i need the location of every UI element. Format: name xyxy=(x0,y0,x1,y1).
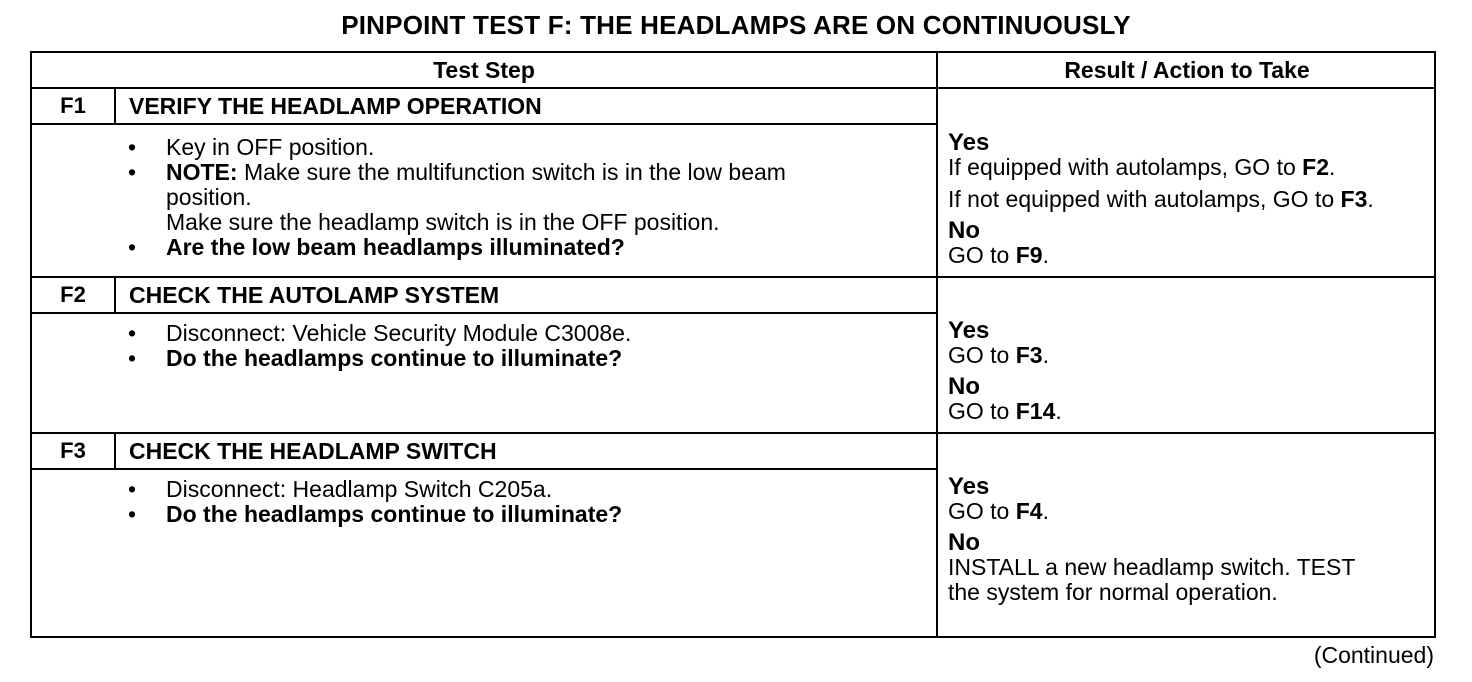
result-yes-label: Yes xyxy=(948,473,990,500)
step-line xyxy=(122,185,922,210)
step-title: CHECK THE HEADLAMP SWITCH xyxy=(129,438,497,464)
step-header-f2 xyxy=(32,278,936,314)
spacer xyxy=(948,368,1433,375)
step-title: VERIFY THE HEADLAMP OPERATION xyxy=(129,93,542,119)
step-header-f3 xyxy=(32,434,936,470)
step-line xyxy=(122,346,922,371)
step-id: F1 xyxy=(32,89,116,123)
result-no-label: No xyxy=(948,529,980,556)
step-text: Key in OFF position. xyxy=(166,134,375,160)
step-body-f3 xyxy=(122,477,922,527)
bullet: • xyxy=(128,234,137,260)
step-text: Make sure the headlamp switch is in the OFF position. xyxy=(166,209,720,235)
result-action-line xyxy=(948,399,1433,424)
page-title: PINPOINT TEST F: THE HEADLAMPS ARE ON CONTINUOUSLY xyxy=(341,10,1131,40)
step-emphasis: Do the headlamps continue to illuminate? xyxy=(166,345,623,371)
bullet: • xyxy=(128,501,137,527)
result-action-line xyxy=(948,580,1433,605)
punctuation: . xyxy=(1329,154,1336,180)
step-text: Disconnect: Headlamp Switch C205a. xyxy=(166,476,553,502)
step-line xyxy=(122,210,922,235)
punctuation: . xyxy=(1042,342,1049,368)
step-header-f1 xyxy=(32,89,936,125)
step-line xyxy=(122,160,922,185)
step-reference: F4 xyxy=(1015,498,1043,524)
result-f1 xyxy=(948,131,1433,268)
action-text: GO to xyxy=(948,242,1016,268)
step-emphasis: NOTE: xyxy=(166,159,238,185)
action-text: If equipped with autolamps, GO to xyxy=(948,154,1303,180)
result-no-label: No xyxy=(948,217,980,244)
step-line xyxy=(122,235,922,260)
header-result-action: Result / Action to Take xyxy=(936,53,1436,89)
step-emphasis: Do the headlamps continue to illuminate? xyxy=(166,501,623,527)
step-emphasis: Are the low beam headlamps illuminated? xyxy=(166,234,625,260)
result-yes-label: Yes xyxy=(948,317,990,344)
spacer xyxy=(948,212,1433,219)
result-action-line xyxy=(948,555,1433,580)
step-line xyxy=(122,477,922,502)
step-id: F3 xyxy=(32,434,116,468)
step-reference: F3 xyxy=(1340,186,1368,212)
pinpoint-test-table xyxy=(30,51,1436,638)
action-text: INSTALL a new headlamp switch. TEST xyxy=(948,554,1356,580)
step-title: CHECK THE AUTOLAMP SYSTEM xyxy=(129,282,500,308)
result-f2 xyxy=(948,319,1433,424)
bullet: • xyxy=(128,320,137,346)
step-body-f1 xyxy=(122,135,922,260)
bullet: • xyxy=(128,134,137,160)
punctuation: . xyxy=(1042,498,1049,524)
step-reference: F9 xyxy=(1015,242,1043,268)
result-action-line xyxy=(948,499,1433,524)
step-reference: F3 xyxy=(1015,342,1043,368)
step-line xyxy=(122,135,922,160)
column-divider xyxy=(936,53,938,636)
result-action-line xyxy=(948,243,1433,268)
step-reference: F14 xyxy=(1015,398,1056,424)
bullet: • xyxy=(128,345,137,371)
step-line xyxy=(122,502,922,527)
action-text: If not equipped with autolamps, GO to xyxy=(948,186,1341,212)
result-action-line xyxy=(948,155,1433,180)
punctuation: . xyxy=(1055,398,1062,424)
continued-note: (Continued) xyxy=(1313,642,1434,668)
result-action-line xyxy=(948,343,1433,368)
result-f3 xyxy=(948,475,1433,605)
result-yes-label: Yes xyxy=(948,129,990,156)
punctuation: . xyxy=(1367,186,1374,212)
action-text: GO to xyxy=(948,498,1016,524)
action-text: GO to xyxy=(948,342,1016,368)
step-text: Make sure the multifunction switch is in the low beam xyxy=(237,159,786,185)
action-text: the system for normal operation. xyxy=(948,579,1278,605)
step-reference: F2 xyxy=(1302,154,1329,180)
header-test-step: Test Step xyxy=(32,53,936,89)
result-action-line xyxy=(948,187,1433,212)
step-body-f2 xyxy=(122,321,922,371)
step-id: F2 xyxy=(32,278,116,312)
bullet: • xyxy=(128,476,137,502)
result-no-label: No xyxy=(948,373,980,400)
punctuation: . xyxy=(1042,242,1049,268)
step-text: Disconnect: Vehicle Security Module C3008e. xyxy=(166,320,632,346)
step-text: position. xyxy=(166,184,252,210)
spacer xyxy=(948,524,1433,531)
bullet: • xyxy=(128,159,137,185)
step-line xyxy=(122,321,922,346)
action-text: GO to xyxy=(948,398,1016,424)
